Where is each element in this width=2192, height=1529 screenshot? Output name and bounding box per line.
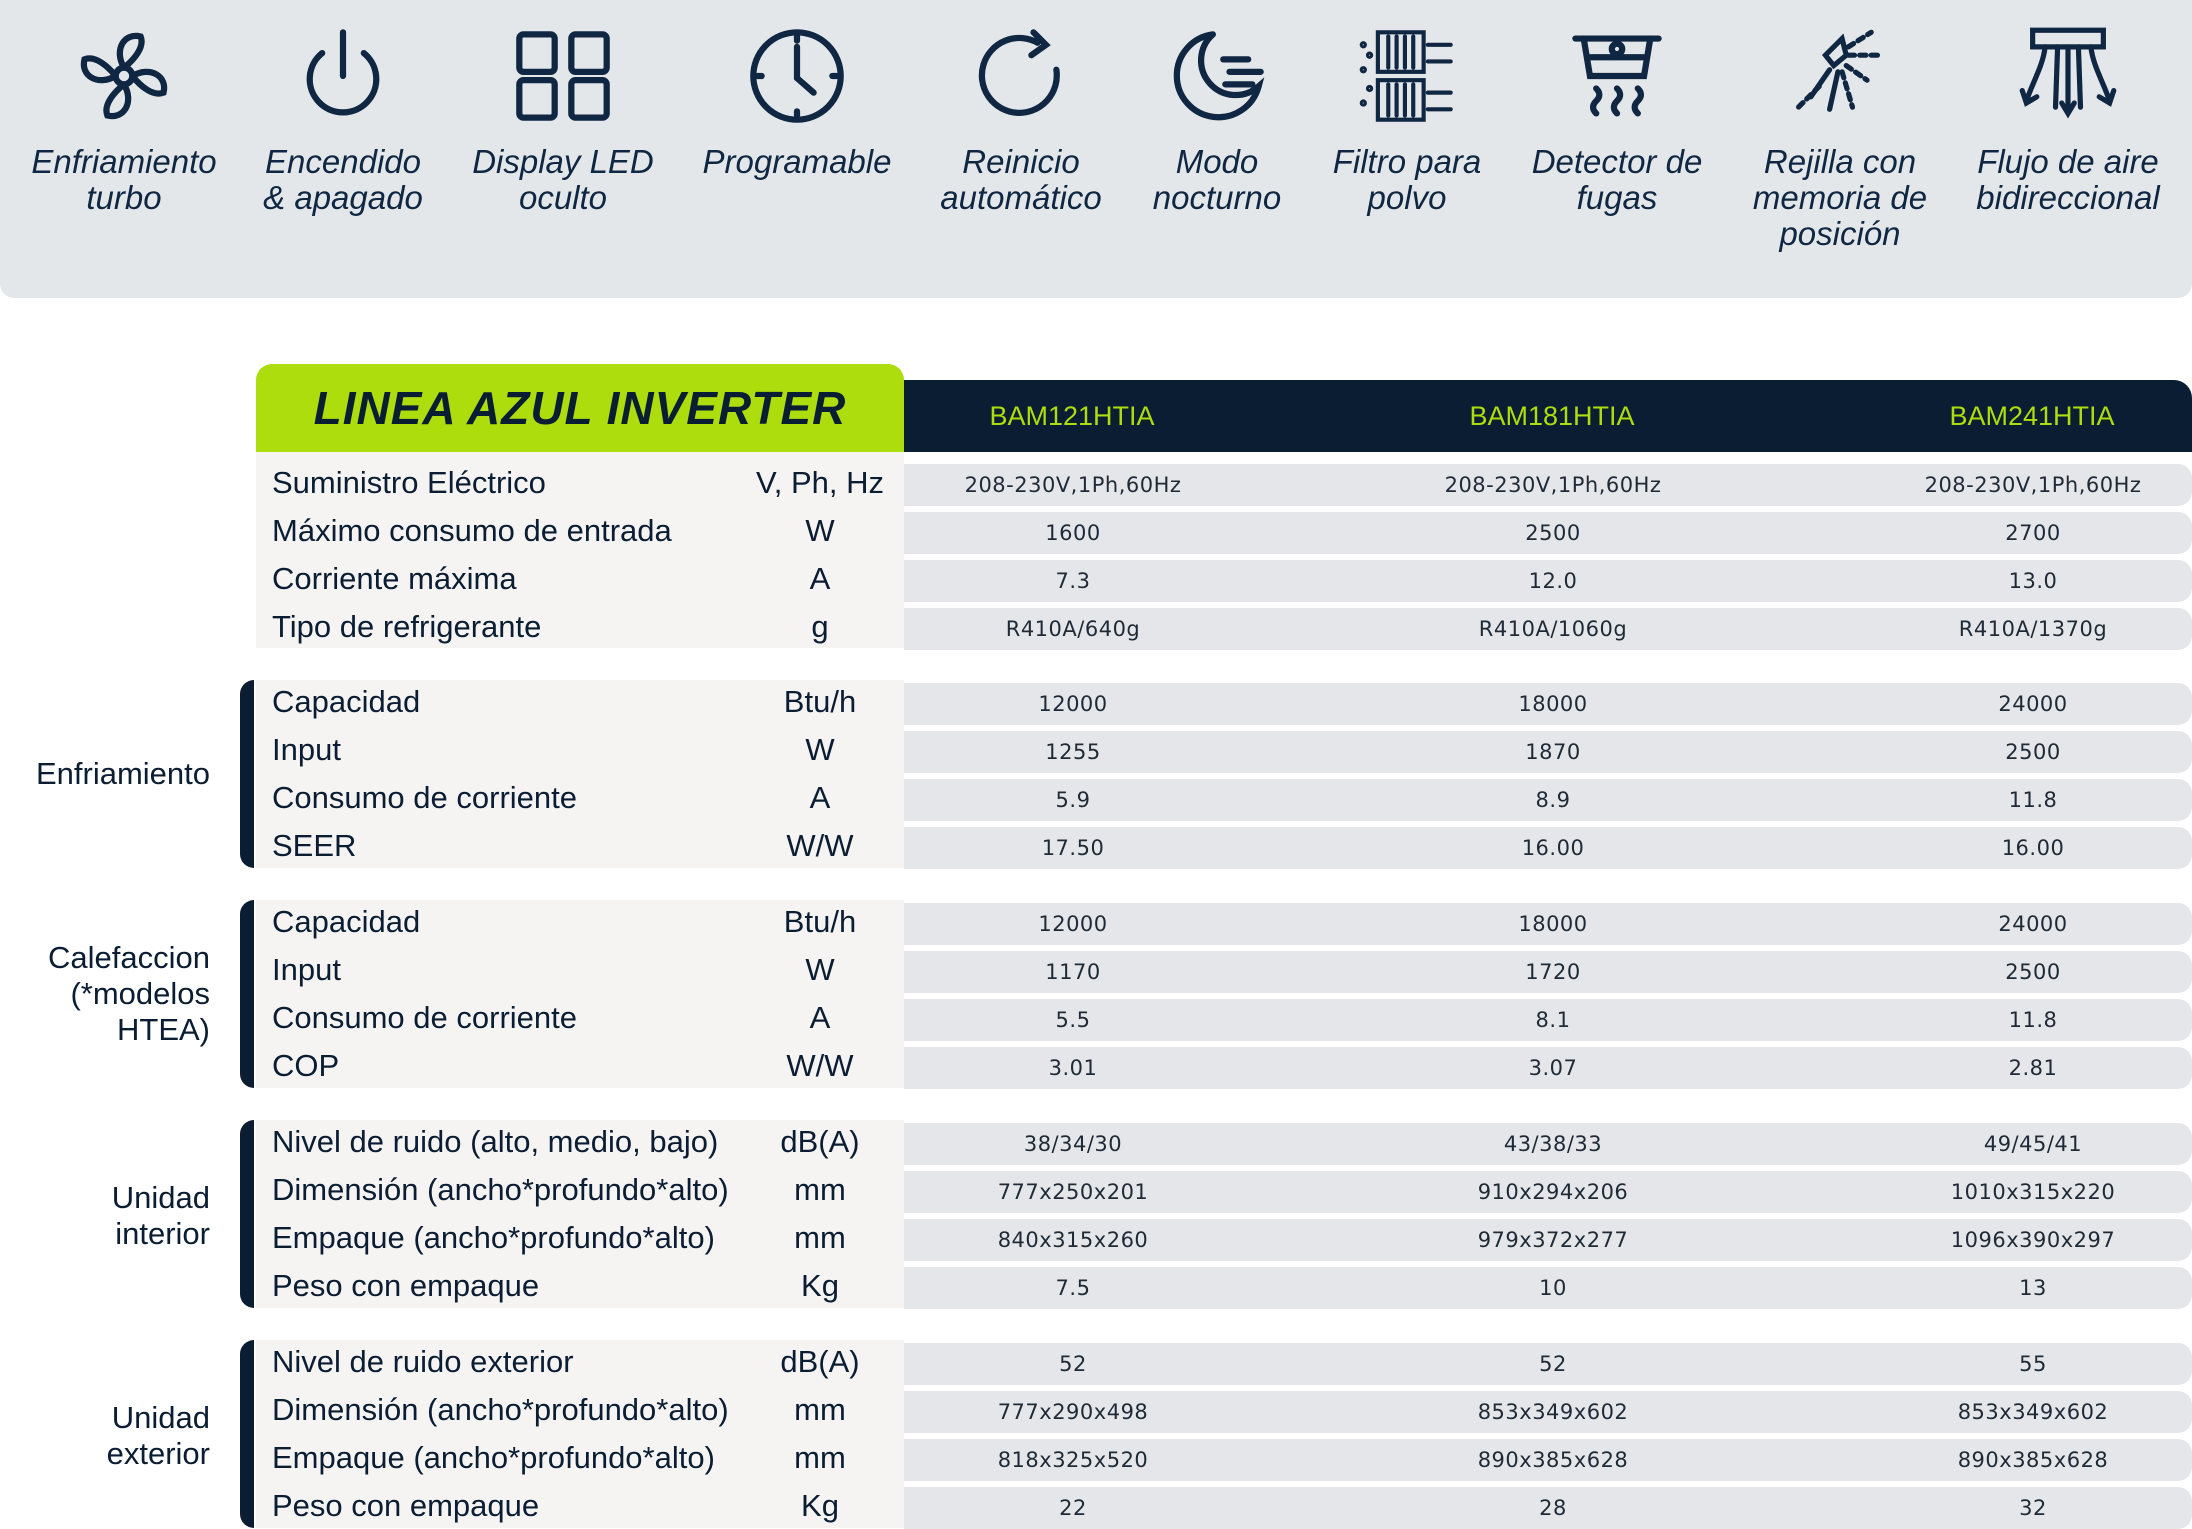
- feature-label: Detector de fugas: [1531, 143, 1703, 216]
- louver-memory-icon: [1788, 24, 1892, 128]
- spec-value: 43/38/33: [1503, 1132, 1603, 1156]
- spec-unit: W: [805, 732, 835, 767]
- spec-unit: mm: [794, 1392, 846, 1427]
- spec-value: 18000: [1518, 692, 1588, 716]
- spec-value: 3.01: [1048, 1056, 1098, 1080]
- bidirectional-airflow-icon: [2016, 24, 2120, 128]
- spec-value: 5.9: [1055, 788, 1091, 812]
- spec-label: Consumo de corriente: [272, 1000, 577, 1035]
- feature-filter: [1307, 24, 1507, 216]
- spec-label: Capacidad: [272, 684, 421, 719]
- spec-value: 979x372x277: [1477, 1228, 1629, 1252]
- spec-value: 777x290x498: [997, 1400, 1149, 1424]
- spec-label: Máximo consumo de entrada: [272, 513, 672, 548]
- spec-value: 52: [1539, 1352, 1567, 1376]
- spec-unit: g: [811, 609, 829, 644]
- spec-value: 1255: [1045, 740, 1101, 764]
- spec-value: 32: [2019, 1496, 2047, 1520]
- spec-label: Peso con empaque: [272, 1488, 540, 1523]
- feature-turbo: [24, 24, 224, 216]
- spec-value: R410A/1060g: [1478, 617, 1628, 641]
- feature-label: Reinicio automático: [940, 143, 1102, 216]
- spec-value: 818x325x520: [997, 1448, 1149, 1472]
- group-label-indoor: Unidad interior: [111, 1180, 210, 1251]
- spec-value: 910x294x206: [1477, 1180, 1629, 1204]
- spec-value: 55: [2019, 1352, 2047, 1376]
- spec-value: 11.8: [2008, 1008, 2058, 1032]
- spec-value: 2700: [2005, 521, 2061, 545]
- spec-value: 12.0: [1528, 569, 1578, 593]
- spec-value: 38/34/30: [1023, 1132, 1123, 1156]
- spec-value: 2500: [1525, 521, 1581, 545]
- leak-detector-icon: [1565, 24, 1669, 128]
- spec-unit: A: [809, 561, 831, 596]
- feature-label: Programable: [702, 143, 892, 180]
- spec-label: Empaque (ancho*profundo*alto): [272, 1220, 715, 1255]
- spec-value: 22: [1059, 1496, 1087, 1520]
- spec-value: 5.5: [1055, 1008, 1091, 1032]
- spec-unit: mm: [794, 1172, 846, 1207]
- spec-value: 24000: [1998, 912, 2068, 936]
- spec-value: 7.5: [1055, 1276, 1091, 1300]
- spec-value: 208-230V,1Ph,60Hz: [1444, 473, 1662, 497]
- led-display-icon: [511, 24, 615, 128]
- spec-value: 208-230V,1Ph,60Hz: [1924, 473, 2142, 497]
- spec-label: COP: [272, 1048, 340, 1083]
- spec-unit: W: [805, 513, 835, 548]
- spec-value: 10: [1539, 1276, 1567, 1300]
- spec-value: 11.8: [2008, 788, 2058, 812]
- spec-value: 16.00: [2001, 836, 2065, 860]
- spec-value: 890x385x628: [1477, 1448, 1629, 1472]
- spec-value: 890x385x628: [1957, 1448, 2109, 1472]
- spec-value: R410A/640g: [1005, 617, 1141, 641]
- spec-unit: A: [809, 780, 831, 815]
- feature-led: [463, 24, 663, 216]
- spec-unit: dB(A): [780, 1124, 860, 1159]
- spec-unit: W/W: [786, 828, 854, 863]
- spec-unit: dB(A): [780, 1344, 860, 1379]
- feature-strip: [0, 0, 2192, 298]
- spec-value: 16.00: [1521, 836, 1585, 860]
- spec-value: 3.07: [1528, 1056, 1578, 1080]
- dust-filter-icon: [1355, 24, 1459, 128]
- feature-label: Rejilla con memoria de posición: [1752, 143, 1928, 252]
- feature-label: Flujo de aire bidireccional: [1976, 143, 2160, 216]
- spec-value: 8.9: [1535, 788, 1571, 812]
- spec-label: Consumo de corriente: [272, 780, 577, 815]
- spec-label: SEER: [272, 828, 357, 863]
- spec-value: R410A/1370g: [1958, 617, 2108, 641]
- spec-value: 49/45/41: [1983, 1132, 2083, 1156]
- spec-label: Nivel de ruido exterior: [272, 1344, 574, 1379]
- group-label-outdoor: Unidad exterior: [106, 1400, 210, 1471]
- model-header-row: [904, 380, 2192, 452]
- spec-value: 8.1: [1535, 1008, 1571, 1032]
- feature-louver: [1740, 24, 1940, 252]
- fan-icon: [72, 24, 176, 128]
- spec-label: Dimensión (ancho*profundo*alto): [272, 1392, 729, 1427]
- spec-unit: V, Ph, Hz: [755, 465, 885, 500]
- spec-label: Capacidad: [272, 904, 421, 939]
- spec-unit: Kg: [801, 1268, 839, 1303]
- night-mode-icon: [1165, 24, 1269, 128]
- spec-unit: Btu/h: [783, 684, 857, 719]
- group-bar: [240, 680, 254, 868]
- spec-value: 17.50: [1041, 836, 1105, 860]
- spec-value: 28: [1539, 1496, 1567, 1520]
- product-line-title: LINEA AZUL INVERTER: [256, 364, 904, 452]
- feature-airflow: [1968, 24, 2168, 216]
- spec-value: 2500: [2005, 960, 2061, 984]
- spec-value: 13: [2019, 1276, 2047, 1300]
- group-bar: [240, 1340, 254, 1528]
- feature-leak: [1517, 24, 1717, 216]
- spec-label: Empaque (ancho*profundo*alto): [272, 1440, 715, 1475]
- group-bar: [240, 900, 254, 1088]
- spec-unit: A: [809, 1000, 831, 1035]
- spec-label: Tipo de refrigerante: [272, 609, 542, 644]
- spec-value: 1096x390x297: [1950, 1228, 2116, 1252]
- model-name: BAM121HTIA: [989, 401, 1155, 431]
- spec-value: 1170: [1045, 960, 1101, 984]
- spec-unit: Btu/h: [783, 904, 857, 939]
- spec-unit: Kg: [801, 1488, 839, 1523]
- spec-value: 853x349x602: [1477, 1400, 1629, 1424]
- spec-value: 208-230V,1Ph,60Hz: [964, 473, 1182, 497]
- spec-value: 1870: [1525, 740, 1581, 764]
- spec-value: 840x315x260: [997, 1228, 1149, 1252]
- feature-night: [1117, 24, 1317, 216]
- restart-icon: [969, 24, 1073, 128]
- feature-autorestart: [921, 24, 1121, 216]
- spec-label: Input: [272, 952, 341, 987]
- spec-label: Dimensión (ancho*profundo*alto): [272, 1172, 729, 1207]
- feature-power: [243, 24, 443, 216]
- spec-value: 13.0: [2008, 569, 2058, 593]
- spec-label: Nivel de ruido (alto, medio, bajo): [272, 1124, 719, 1159]
- spec-value: 777x250x201: [997, 1180, 1149, 1204]
- power-icon: [291, 24, 395, 128]
- spec-label: Input: [272, 732, 341, 767]
- feature-label: Enfriamiento turbo: [31, 143, 217, 216]
- spec-value: 1600: [1045, 521, 1101, 545]
- spec-unit: W/W: [786, 1048, 854, 1083]
- spec-value: 1010x315x220: [1950, 1180, 2116, 1204]
- spec-value: 52: [1059, 1352, 1087, 1376]
- spec-value: 7.3: [1055, 569, 1091, 593]
- spec-value: 1720: [1525, 960, 1581, 984]
- spec-unit: W: [805, 952, 835, 987]
- spec-label: Suministro Eléctrico: [272, 465, 546, 500]
- group-label-cooling: Enfriamiento: [35, 756, 210, 791]
- spec-unit: mm: [794, 1440, 846, 1475]
- spec-value: 18000: [1518, 912, 1588, 936]
- feature-label: Modo nocturno: [1152, 143, 1282, 216]
- spec-value: 2500: [2005, 740, 2061, 764]
- feature-label: Encendido & apagado: [263, 143, 423, 216]
- spec-unit: mm: [794, 1220, 846, 1255]
- group-bar: [240, 1120, 254, 1308]
- feature-programmable: [697, 24, 897, 180]
- group-label-heating: Calefaccion (*modelos HTEA): [48, 940, 210, 1047]
- spec-value: 2.81: [2008, 1056, 2058, 1080]
- clock-icon: [745, 24, 849, 128]
- model-name: BAM241HTIA: [1949, 401, 2115, 431]
- spec-value: 24000: [1998, 692, 2068, 716]
- spec-value: 12000: [1038, 912, 1108, 936]
- model-name: BAM181HTIA: [1469, 401, 1635, 431]
- spec-label: Corriente máxima: [272, 561, 517, 596]
- spec-value: 853x349x602: [1957, 1400, 2109, 1424]
- spec-value: 12000: [1038, 692, 1108, 716]
- feature-label: Display LED oculto: [472, 143, 654, 216]
- feature-label: Filtro para polvo: [1332, 143, 1482, 216]
- spec-label: Peso con empaque: [272, 1268, 540, 1303]
